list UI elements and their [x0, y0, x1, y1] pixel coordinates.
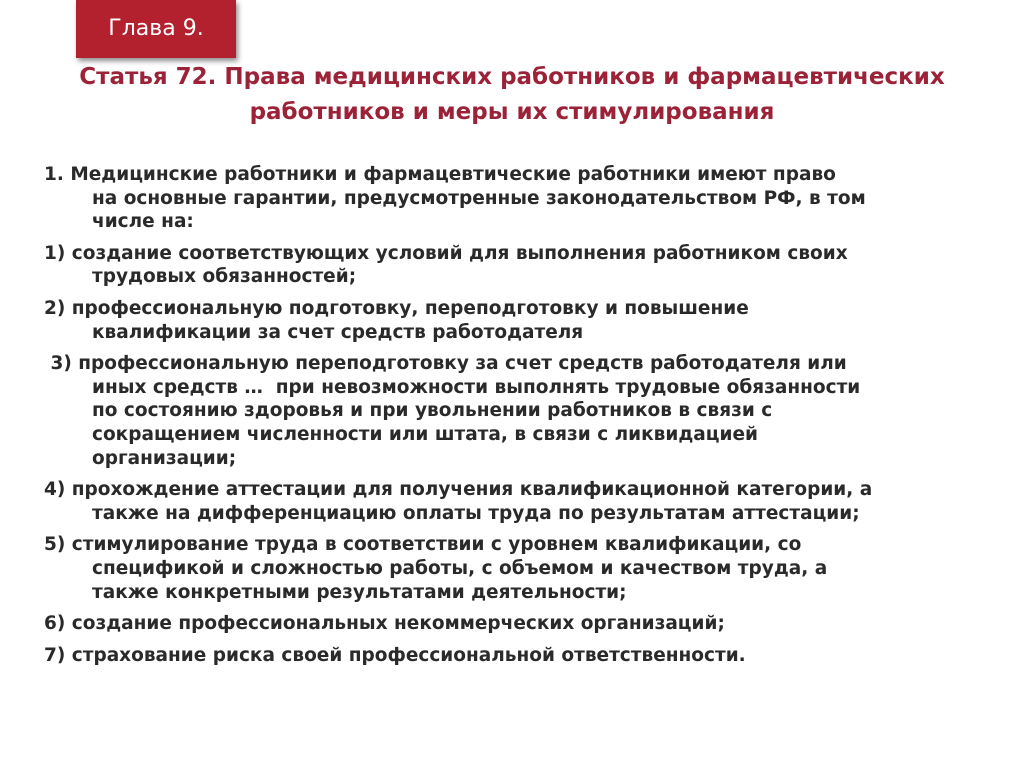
- paragraph-line: организации;: [92, 447, 237, 469]
- list-item-2: [44, 297, 1004, 344]
- paragraph-line: числе на:: [92, 211, 194, 233]
- paragraph-line: 6) создание профессиональных некоммерческих организаций;: [44, 613, 725, 635]
- paragraph-line: 5) стимулирование труда в соответствии с уровнем квалификации, со: [44, 534, 802, 556]
- article-title-line-2: работников и меры их стимулирования: [249, 99, 775, 125]
- paragraph-1: [44, 163, 1004, 234]
- paragraph-line: 1. Медицинские работники и фармацевтические работники имеют право: [44, 164, 836, 185]
- paragraph-line: на основные гарантии, предусмотренные законодательством РФ, в том: [92, 187, 866, 209]
- list-item-3: [44, 352, 1004, 470]
- paragraph-line: 1) создание соответствующих условий для выполнения работником своих: [44, 242, 848, 264]
- list-item-5: [44, 533, 1004, 604]
- paragraph-line: 4) прохождение аттестации для получения квалификационной категории, а: [44, 479, 873, 501]
- list-item-6: [44, 612, 1004, 636]
- paragraph-line: также конкретными результатами деятельности;: [92, 581, 627, 603]
- paragraph-line: 3) профессиональную переподготовку за счет средств работодателя или: [44, 353, 847, 375]
- list-item-1: [44, 242, 1004, 289]
- paragraph-line: сокращением численности или штата, в связи с ликвидацией: [92, 423, 758, 445]
- article-title-line-1: Статья 72. Права медицинских работников и фармацевтических: [79, 64, 945, 90]
- paragraph-line: также на дифференциацию оплаты труда по результатам аттестации;: [92, 502, 860, 524]
- paragraph-line: трудовых обязанностей;: [92, 266, 357, 288]
- article-title: [20, 60, 1004, 130]
- paragraph-line: квалификации за счет средств работодателя: [92, 321, 584, 343]
- paragraph-line: 2) профессиональную подготовку, переподготовку и повышение: [44, 297, 749, 319]
- paragraph-line: по состоянию здоровья и при увольнении работников в связи с: [92, 400, 773, 422]
- list-item-7: [44, 644, 1004, 668]
- paragraph-line: 7) страхование риска своей профессиональной ответственности.: [44, 644, 746, 666]
- chapter-badge: Глава 9.: [76, 0, 236, 58]
- paragraph-line: спецификой и сложностью работы, с объемом и качеством труда, а: [92, 557, 828, 579]
- list-item-4: [44, 478, 1004, 525]
- article-body: [44, 163, 1004, 675]
- paragraph-line: иных средств … при невозможности выполнять трудовые обязанности: [92, 376, 861, 398]
